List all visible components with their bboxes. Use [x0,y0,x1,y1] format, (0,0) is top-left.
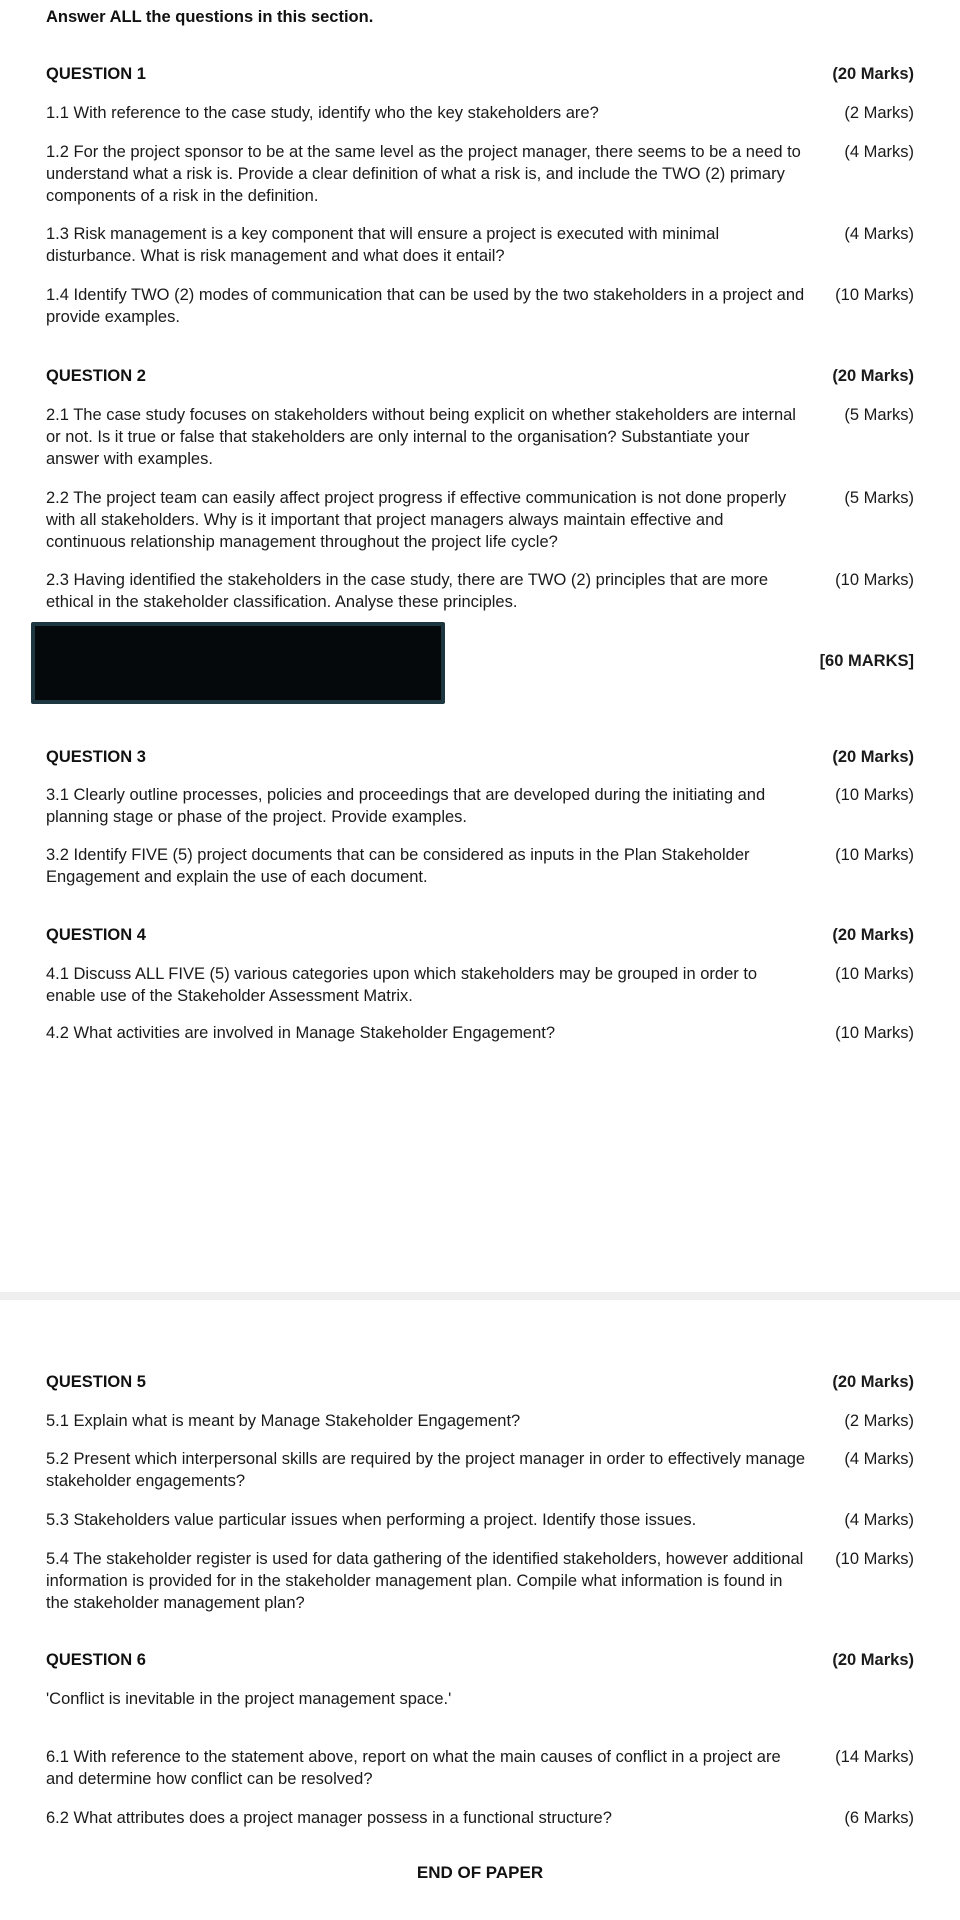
question-1-3-text: 1.3 Risk management is a key component that will ensure a project is executed with minimal disturbance. What is risk management and what does it entail? [46,225,720,265]
question-2-1-text: 2.1 The case study focuses on stakeholders without being explicit on whether stakeholders are internal or not. Is it true or false that stakeholders are only internal to the organisation? Substantiate your answer with examples. [46,406,796,468]
question-1-1-marks: (2 Marks) [844,104,914,122]
question-4-2-text: 4.2 What activities are involved in Manage Stakeholder Engagement? [46,1024,556,1042]
question-1-4-marks: (10 Marks) [835,286,914,304]
question-1-4-text: 1.4 Identify TWO (2) modes of communication that can be used by the two stakeholders in a project and provide examples. [46,286,805,326]
question-1-1-text: 1.1 With reference to the case study, identify who the key stakeholders are? [46,104,599,122]
question-1-2-text: 1.2 For the project sponsor to be at the same level as the project manager, there seems to be a need to understand what a risk is. Provide a clear definition of what a risk is, and include the TWO (2) primary components of a risk in the definition. [46,143,801,205]
section-instruction: Answer ALL the questions in this section. [46,8,374,26]
question-4-1-marks: (10 Marks) [835,965,914,983]
question-1-2-marks: (4 Marks) [844,143,914,161]
question-6-1-marks: (14 Marks) [835,1748,914,1766]
question-5-4-text: 5.4 The stakeholder register is used for data gathering of the identified stakeholders, however additional information is provided for in the stakeholder management plan. Compile what information is found in the stakeholder management plan? [46,1550,804,1612]
question-5-3-marks: (4 Marks) [844,1511,914,1529]
question-4-1-text: 4.1 Discuss ALL FIVE (5) various categories upon which stakeholders may be grouped in order to enable use of the Stakeholder Assessment Matrix. [46,965,758,1005]
question-5-2-marks: (4 Marks) [844,1450,914,1468]
question-1-heading: QUESTION 1 [46,65,146,83]
page-separator [0,1292,960,1300]
question-2-2-marks: (5 Marks) [844,489,914,507]
question-5-3-text: 5.3 Stakeholders value particular issues when performing a project. Identify those issues. [46,1511,697,1529]
question-2-1-marks: (5 Marks) [844,406,914,424]
question-4-heading: QUESTION 4 [46,926,146,944]
question-5-4-marks: (10 Marks) [835,1550,914,1568]
question-6-heading: QUESTION 6 [46,1651,146,1669]
question-2-marks: (20 Marks) [832,367,914,385]
question-3-2-marks: (10 Marks) [835,846,914,864]
section-total-marks: [60 MARKS] [819,652,914,670]
question-6-marks: (20 Marks) [832,1651,914,1669]
question-1-3-marks: (4 Marks) [844,225,914,243]
question-6-quote: 'Conflict is inevitable in the project management space.' [46,1690,452,1708]
question-6-2-marks: (6 Marks) [844,1809,914,1827]
end-of-paper: END OF PAPER [416,1863,544,1882]
question-3-1-marks: (10 Marks) [835,786,914,804]
question-1-marks: (20 Marks) [832,65,914,83]
question-3-heading: QUESTION 3 [46,748,146,766]
question-4-2-marks: (10 Marks) [835,1024,914,1042]
question-3-marks: (20 Marks) [832,748,914,766]
question-5-marks: (20 Marks) [832,1373,914,1391]
exam-page-2 [0,1300,960,1920]
question-6-2-text: 6.2 What attributes does a project manager possess in a functional structure? [46,1809,612,1827]
question-5-2-text: 5.2 Present which interpersonal skills are required by the project manager in order to effectively manage stakeholder engagements? [46,1450,806,1490]
question-2-3-marks: (10 Marks) [835,571,914,589]
question-6-1-text: 6.1 With reference to the statement above, report on what the main causes of conflict in a project are and determine how conflict can be resolved? [46,1748,781,1788]
question-5-heading: QUESTION 5 [46,1373,146,1391]
question-4-marks: (20 Marks) [832,926,914,944]
question-5-1-marks: (2 Marks) [844,1412,914,1430]
question-2-2-text: 2.2 The project team can easily affect project progress if effective communication is not done properly with all stakeholders. Why is it important that project managers always maintain effective and continuous relationship management throughout the project life cycle? [46,489,787,551]
question-3-1-text: 3.1 Clearly outline processes, policies and proceedings that are developed during the initiating and planning stage or phase of the project. Provide examples. [46,786,766,826]
question-3-2-text: 3.2 Identify FIVE (5) project documents that can be considered as inputs in the Plan Stakeholder Engagement and explain the use of each document. [46,846,750,886]
question-2-3-text: 2.3 Having identified the stakeholders in the case study, there are TWO (2) principles that are more ethical in the stakeholder classification. Analyse these principles. [46,571,769,611]
question-5-1-text: 5.1 Explain what is meant by Manage Stakeholder Engagement? [46,1412,521,1430]
redaction-block [31,622,445,704]
question-2-heading: QUESTION 2 [46,367,146,385]
